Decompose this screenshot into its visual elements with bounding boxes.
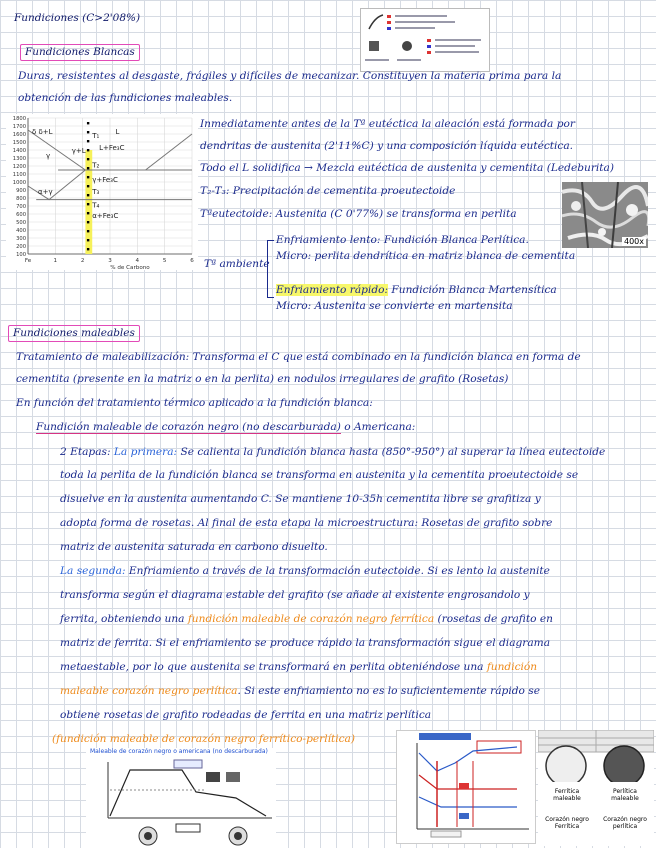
reference-thumbnail-drawing	[361, 9, 489, 71]
y-tick-label: 1400	[12, 148, 26, 154]
y-tick-label: 500	[16, 220, 26, 226]
temp-label-t4: T₄	[92, 201, 100, 210]
fig-ferritica-label: Ferrítica maleable	[553, 788, 581, 802]
etapa2-line3	[60, 613, 553, 626]
magnification-label: 400x	[623, 237, 644, 246]
enfriamiento-rapido	[276, 284, 557, 297]
y-tick-label: 1000	[12, 180, 26, 186]
reference-thumbnail	[360, 8, 490, 72]
y-tick-label: 1500	[12, 140, 26, 146]
y-tick-label: 200	[16, 244, 26, 250]
phase-label-gamma: γ	[46, 152, 51, 160]
y-tick-label: 100	[16, 252, 26, 258]
thermal-cycle-title: Maleable de corazón negro o americana (no descarburada)	[90, 748, 268, 755]
y-tick-label: 1100	[12, 172, 26, 178]
y-tick-label: 1200	[12, 164, 26, 170]
ferritico-perlitica-note: (fundición maleable de corazón negro ferrítico-perlítica)	[52, 733, 356, 745]
enfriamiento-lento: Enfriamiento lento: Fundición Blanca Perlítica.	[276, 234, 529, 246]
section-heading-blancas: Fundiciones Blancas	[20, 44, 140, 61]
page-title: Fundiciones (C>2'08%)	[14, 12, 141, 24]
composition-highlight	[85, 150, 92, 254]
fe-c-phase-diagram-svg	[6, 114, 198, 270]
ambiente-label: Tª ambiente	[204, 258, 270, 270]
x-tick-label: 6	[190, 258, 194, 264]
cooling-path-dot	[87, 239, 89, 241]
segunda-label: La segunda:	[60, 565, 126, 577]
maleables-subtitle	[36, 421, 415, 434]
etapa1-text: Se calienta la fundición blanca hasta (850°-950°) al superar la línea eutectoide	[177, 446, 606, 458]
phase-label-alpha-fe3c: α+Fe₃C	[92, 212, 119, 220]
y-tick-label: 1800	[12, 116, 26, 122]
etapa2-line3a: ferrita, obteniendo una	[60, 613, 188, 625]
x-tick-label: Fe	[24, 258, 32, 264]
enfriamiento-rapido-highlight: Enfriamiento rápido:	[276, 284, 389, 296]
blancas-line3: Todo el L solidifica → Mezcla eutéctica de austenita y cementita (Ledeburita)	[200, 162, 614, 174]
temp-label-t3: T₃	[92, 188, 100, 196]
x-tick-label: 2	[80, 258, 85, 264]
ferritica-term: fundición maleable de corazón negro ferrítica	[187, 613, 435, 625]
y-tick-label: 1300	[12, 156, 26, 162]
etapas-label: 2 Etapas:	[60, 446, 114, 458]
enfriamiento-lento-micro: Micro: perlita dendrítica en matriz blanca de cementita	[276, 250, 576, 262]
fig-perlitica-label: Perlítica maleable	[611, 788, 639, 802]
enfriamiento-rapido-micro: Micro: Austenita se convierte en martensita	[276, 300, 513, 312]
y-tick-label: 300	[16, 236, 26, 242]
y-tick-label: 400	[16, 228, 26, 234]
etapa1-line4: adopta forma de rosetas. Al final de esta etapa la microestructura: Rosetas de grafito sobre	[60, 517, 553, 529]
y-tick-label: 1700	[12, 124, 26, 130]
cooling-path-dot	[87, 221, 89, 223]
malleable-comparison	[538, 730, 654, 846]
maleables-p3: En función del tratamiento térmico aplicado a la fundición blanca:	[16, 397, 373, 409]
phase-label-liquid: L	[115, 128, 120, 136]
y-tick-label: 700	[16, 204, 26, 210]
cooling-path-dot	[87, 167, 89, 169]
etapa2-line6	[60, 685, 540, 698]
fig-corazon-perlitica-label: Corazón negro perlítica	[603, 816, 647, 830]
enfriamiento-rapido-rest: Fundición Blanca Martensítica	[388, 284, 557, 296]
thermal-cycle-chart	[86, 748, 276, 848]
cooling-path-dot	[87, 140, 89, 142]
blancas-intro-line2: obtención de las fundiciones maleables.	[18, 92, 233, 104]
y-tick-label: 1600	[12, 132, 26, 138]
thermal-cycle-svg	[86, 748, 276, 848]
cooling-path-dot	[87, 230, 89, 232]
etapa2-text: Enfriamiento a través de la transformación eutectoide. Si es lento la austenite	[125, 565, 550, 577]
cooling-path-dot	[87, 131, 89, 133]
blancas-line2: dendritas de austenita (2'11%C) y una composición líquida eutéctica.	[200, 140, 574, 152]
etapa1-line3: disuelve en la austenita aumentando C. Se mantiene 10-35h cementita libre se grafitiza y	[60, 493, 541, 505]
phase-label-liquid-fe3c: L+Fe₃C	[99, 144, 125, 152]
fundicion-term: fundición	[486, 661, 538, 673]
blancas-intro-line1: Duras, resistentes al desgaste, frágiles y difíciles de mecanizar. Constituyen la materia prima para la	[18, 70, 562, 82]
etapa2-line5a: metaestable, por lo que austenita se transformará en perlita obteniéndose una	[60, 661, 487, 673]
cooling-path-dot	[87, 203, 89, 205]
y-tick-label: 600	[16, 212, 26, 218]
etapa2-line2: transforma según el diagrama estable del grafito (se añade al existente engrosandolo y	[60, 589, 530, 601]
fe-c-phase-diagram	[6, 114, 198, 270]
x-tick-label: 1	[53, 258, 58, 264]
blancas-line5: Tªeutectoide: Austenita (C 0'77%) se transforma en perlita	[200, 208, 517, 220]
ambiente-brace	[267, 240, 274, 298]
cooling-path-dot	[87, 185, 89, 187]
etapa1-line1	[60, 446, 605, 459]
blancas-line1: Inmediatamente antes de la Tª eutéctica la aleación está formada por	[200, 118, 575, 130]
etapa2-line1	[60, 565, 550, 578]
phase-label-gamma-liquid: γ+L	[71, 147, 86, 156]
temp-label-t1: T₁	[92, 132, 100, 140]
x-tick-label: 4	[135, 258, 140, 264]
etapa1-line2: toda la perlita de la fundición blanca se transforma en austenita y la cementita proeutectoide se	[60, 469, 579, 481]
x-tick-label: 3	[108, 258, 112, 264]
y-tick-label: 800	[16, 196, 26, 202]
maleables-p2: cementita (presente en la matriz o en la perlita) en nodulos irregulares de grafito (Rosetas)	[16, 373, 509, 385]
microstructure-photo	[562, 182, 648, 248]
phase-label-alpha-gamma: α+γ	[38, 188, 53, 196]
phase-label-gamma-fe3c: γ+Fe₃C	[92, 176, 118, 184]
cooling-path-dot	[87, 194, 89, 196]
x-tick-label: 5	[162, 258, 167, 264]
fe-graphite-diagram-svg	[397, 731, 535, 843]
x-axis-label: % de Carbono	[110, 265, 150, 270]
temp-label-t2: T₂	[92, 161, 100, 170]
etapa1-line5: matriz de austenita saturada en carbono disuelto.	[60, 541, 328, 553]
micrograph-textures	[538, 754, 654, 774]
section-heading-maleables: Fundiciones maleables	[8, 325, 140, 342]
maleables-subtitle-rest: o Americana:	[340, 421, 416, 433]
etapa2-line4: matriz de ferrita. Si el enfriamiento se produce rápido la transformación sigue el diagrama	[60, 637, 551, 649]
etapa2-line7: obtiene rosetas de grafito rodeadas de ferrita en una matriz perlítica	[60, 709, 432, 721]
cooling-path-dot	[87, 149, 89, 151]
fig-corazon-ferritica-label: Corazón negro Ferrítica	[545, 816, 589, 830]
etapa2-line6b: . Si este enfriamiento no es lo suficientemente rápido se	[237, 685, 540, 697]
cooling-path-dot	[87, 158, 89, 160]
phase-label-delta: δ δ+L	[32, 128, 53, 136]
cooling-path-dot	[87, 122, 89, 124]
cooling-path-dot	[87, 248, 89, 250]
maleables-subtitle-underlined: Fundición maleable de corazón negro (no descarburada)	[36, 421, 341, 433]
etapa2-line5	[60, 661, 537, 674]
solvus-line	[28, 170, 85, 200]
fe-graphite-diagram	[396, 730, 536, 844]
maleables-p1: Tratamiento de maleabilización: Transforma el C que está combinado en la fundición blanca en forma de	[16, 351, 581, 363]
etapa2-line3c: (rosetas de grafito en	[434, 613, 553, 625]
cooling-path-dot	[87, 212, 89, 214]
primera-label: La primera:	[113, 446, 178, 458]
perlitica-term: maleable corazón negro perlítica	[60, 685, 238, 697]
blancas-line4: T₂-T₃: Precipitación de cementita proeutectoide	[200, 185, 456, 197]
cooling-path-dot	[87, 176, 89, 178]
y-tick-label: 900	[16, 188, 26, 194]
